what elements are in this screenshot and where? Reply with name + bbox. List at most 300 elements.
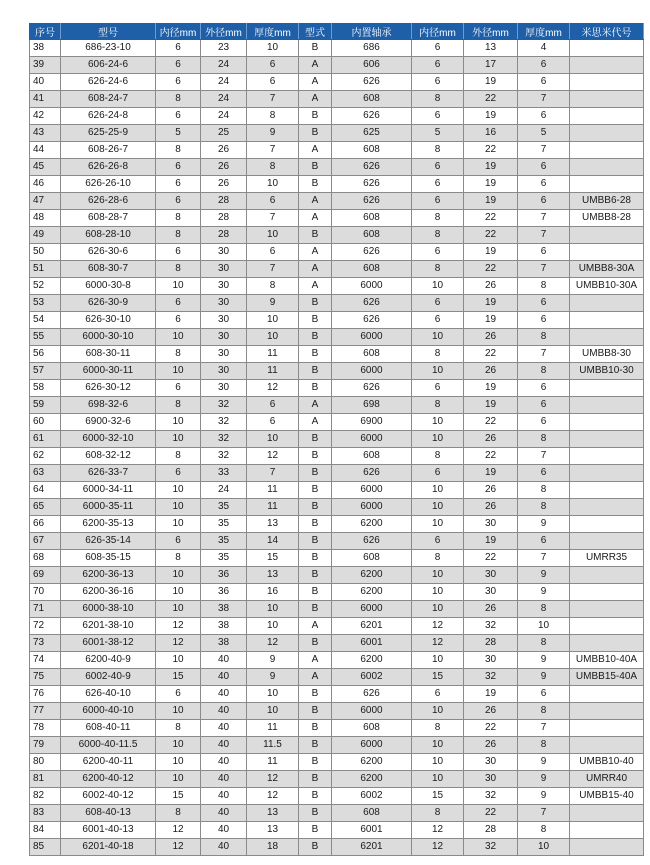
cell-bearing-inner-diameter: 8	[412, 142, 464, 159]
cell-model: 6000-30-11	[61, 363, 156, 380]
cell-outer-diameter: 38	[201, 635, 247, 652]
cell-index: 42	[30, 108, 61, 125]
cell-model: 698-32-6	[61, 397, 156, 414]
cell-thickness: 9	[247, 125, 299, 142]
table-row	[30, 40, 644, 57]
table-row	[30, 142, 644, 159]
cell-thickness: 10	[247, 227, 299, 244]
table-row	[30, 550, 644, 567]
cell-model: 6002-40-12	[61, 788, 156, 805]
cell-index: 62	[30, 448, 61, 465]
cell-model: 608-30-7	[61, 261, 156, 278]
cell-inner-diameter: 8	[156, 210, 201, 227]
cell-outer-diameter: 40	[201, 652, 247, 669]
cell-bearing-thickness: 8	[518, 822, 570, 839]
cell-bearing-thickness: 8	[518, 737, 570, 754]
header-built-in-bearing: 内置轴承	[332, 24, 412, 40]
cell-built-in-bearing: 6201	[332, 618, 412, 635]
cell-bearing-inner-diameter: 10	[412, 431, 464, 448]
cell-built-in-bearing: 6900	[332, 414, 412, 431]
table-row	[30, 618, 644, 635]
table-row	[30, 703, 644, 720]
cell-bearing-outer-diameter: 22	[464, 720, 518, 737]
cell-bearing-thickness: 6	[518, 176, 570, 193]
cell-outer-diameter: 30	[201, 244, 247, 261]
cell-inner-diameter: 8	[156, 805, 201, 822]
cell-inner-diameter: 8	[156, 720, 201, 737]
cell-model: 6201-38-10	[61, 618, 156, 635]
cell-misumi-code	[570, 176, 644, 193]
cell-outer-diameter: 30	[201, 295, 247, 312]
cell-thickness: 10	[247, 431, 299, 448]
cell-index: 73	[30, 635, 61, 652]
cell-type: B	[299, 499, 332, 516]
cell-bearing-outer-diameter: 32	[464, 669, 518, 686]
cell-type: B	[299, 533, 332, 550]
cell-type: B	[299, 516, 332, 533]
cell-inner-diameter: 8	[156, 550, 201, 567]
bearing-spec-table	[29, 23, 644, 856]
cell-inner-diameter: 8	[156, 397, 201, 414]
cell-model: 608-35-15	[61, 550, 156, 567]
cell-bearing-inner-diameter: 10	[412, 414, 464, 431]
cell-bearing-outer-diameter: 22	[464, 91, 518, 108]
cell-inner-diameter: 12	[156, 839, 201, 856]
cell-outer-diameter: 40	[201, 754, 247, 771]
cell-outer-diameter: 40	[201, 805, 247, 822]
cell-misumi-code	[570, 329, 644, 346]
cell-misumi-code: UMRR35	[570, 550, 644, 567]
cell-misumi-code	[570, 635, 644, 652]
cell-thickness: 11	[247, 346, 299, 363]
cell-type: B	[299, 839, 332, 856]
cell-bearing-thickness: 8	[518, 278, 570, 295]
cell-misumi-code	[570, 380, 644, 397]
table-row	[30, 652, 644, 669]
cell-thickness: 11	[247, 499, 299, 516]
cell-inner-diameter: 10	[156, 278, 201, 295]
cell-type: A	[299, 142, 332, 159]
cell-thickness: 14	[247, 533, 299, 550]
cell-misumi-code	[570, 57, 644, 74]
cell-bearing-thickness: 4	[518, 40, 570, 57]
cell-type: B	[299, 703, 332, 720]
cell-misumi-code	[570, 686, 644, 703]
cell-misumi-code	[570, 482, 644, 499]
cell-model: 626-30-10	[61, 312, 156, 329]
cell-bearing-thickness: 9	[518, 788, 570, 805]
cell-inner-diameter: 12	[156, 635, 201, 652]
cell-built-in-bearing: 626	[332, 686, 412, 703]
cell-inner-diameter: 6	[156, 686, 201, 703]
cell-bearing-outer-diameter: 26	[464, 363, 518, 380]
cell-bearing-inner-diameter: 10	[412, 584, 464, 601]
header-bearing-inner-diameter: 内径mm	[412, 24, 464, 40]
cell-inner-diameter: 6	[156, 465, 201, 482]
cell-inner-diameter: 10	[156, 584, 201, 601]
cell-model: 6200-40-9	[61, 652, 156, 669]
cell-bearing-thickness: 7	[518, 261, 570, 278]
cell-bearing-outer-diameter: 26	[464, 737, 518, 754]
table-row	[30, 533, 644, 550]
cell-bearing-inner-diameter: 6	[412, 244, 464, 261]
cell-bearing-thickness: 6	[518, 686, 570, 703]
cell-misumi-code	[570, 703, 644, 720]
cell-index: 50	[30, 244, 61, 261]
cell-misumi-code: UMBB8-30	[570, 346, 644, 363]
cell-bearing-thickness: 8	[518, 703, 570, 720]
cell-thickness: 6	[247, 397, 299, 414]
cell-bearing-outer-diameter: 17	[464, 57, 518, 74]
cell-outer-diameter: 40	[201, 771, 247, 788]
cell-inner-diameter: 10	[156, 567, 201, 584]
cell-index: 46	[30, 176, 61, 193]
cell-bearing-outer-diameter: 19	[464, 533, 518, 550]
cell-thickness: 6	[247, 244, 299, 261]
table-row	[30, 601, 644, 618]
cell-built-in-bearing: 6001	[332, 635, 412, 652]
cell-outer-diameter: 40	[201, 669, 247, 686]
cell-built-in-bearing: 6000	[332, 601, 412, 618]
cell-bearing-outer-diameter: 19	[464, 380, 518, 397]
cell-bearing-thickness: 7	[518, 210, 570, 227]
cell-bearing-inner-diameter: 6	[412, 686, 464, 703]
cell-misumi-code: UMBB10-30A	[570, 278, 644, 295]
cell-built-in-bearing: 6200	[332, 771, 412, 788]
cell-built-in-bearing: 6201	[332, 839, 412, 856]
table-row	[30, 159, 644, 176]
cell-inner-diameter: 10	[156, 703, 201, 720]
cell-model: 686-23-10	[61, 40, 156, 57]
cell-type: B	[299, 550, 332, 567]
cell-bearing-inner-diameter: 10	[412, 363, 464, 380]
cell-misumi-code: UMBB10-40A	[570, 652, 644, 669]
cell-outer-diameter: 28	[201, 210, 247, 227]
cell-bearing-inner-diameter: 10	[412, 278, 464, 295]
cell-bearing-inner-diameter: 5	[412, 125, 464, 142]
cell-built-in-bearing: 626	[332, 465, 412, 482]
cell-inner-diameter: 6	[156, 108, 201, 125]
cell-bearing-inner-diameter: 10	[412, 516, 464, 533]
cell-bearing-outer-diameter: 22	[464, 448, 518, 465]
cell-type: B	[299, 635, 332, 652]
cell-index: 82	[30, 788, 61, 805]
cell-type: A	[299, 669, 332, 686]
cell-type: B	[299, 363, 332, 380]
cell-bearing-thickness: 8	[518, 482, 570, 499]
cell-thickness: 6	[247, 74, 299, 91]
cell-bearing-inner-diameter: 8	[412, 261, 464, 278]
cell-type: B	[299, 822, 332, 839]
cell-model: 6002-40-9	[61, 669, 156, 686]
cell-built-in-bearing: 626	[332, 295, 412, 312]
cell-outer-diameter: 35	[201, 533, 247, 550]
table-row	[30, 397, 644, 414]
cell-type: A	[299, 244, 332, 261]
cell-index: 83	[30, 805, 61, 822]
cell-thickness: 12	[247, 788, 299, 805]
cell-bearing-inner-diameter: 12	[412, 635, 464, 652]
cell-outer-diameter: 32	[201, 431, 247, 448]
cell-bearing-inner-diameter: 6	[412, 465, 464, 482]
cell-inner-diameter: 10	[156, 363, 201, 380]
cell-misumi-code	[570, 142, 644, 159]
cell-index: 52	[30, 278, 61, 295]
cell-model: 626-30-9	[61, 295, 156, 312]
cell-misumi-code	[570, 108, 644, 125]
cell-built-in-bearing: 625	[332, 125, 412, 142]
cell-misumi-code	[570, 805, 644, 822]
cell-model: 608-40-13	[61, 805, 156, 822]
cell-outer-diameter: 36	[201, 567, 247, 584]
cell-inner-diameter: 10	[156, 601, 201, 618]
cell-built-in-bearing: 608	[332, 142, 412, 159]
cell-thickness: 12	[247, 771, 299, 788]
cell-bearing-outer-diameter: 22	[464, 261, 518, 278]
cell-misumi-code	[570, 601, 644, 618]
cell-outer-diameter: 30	[201, 312, 247, 329]
cell-inner-diameter: 12	[156, 618, 201, 635]
cell-built-in-bearing: 6200	[332, 516, 412, 533]
cell-built-in-bearing: 608	[332, 805, 412, 822]
cell-inner-diameter: 6	[156, 312, 201, 329]
cell-misumi-code	[570, 737, 644, 754]
cell-thickness: 10	[247, 312, 299, 329]
cell-index: 59	[30, 397, 61, 414]
cell-outer-diameter: 23	[201, 40, 247, 57]
cell-bearing-inner-diameter: 12	[412, 822, 464, 839]
cell-bearing-inner-diameter: 10	[412, 754, 464, 771]
cell-type: B	[299, 805, 332, 822]
cell-misumi-code	[570, 312, 644, 329]
cell-bearing-thickness: 6	[518, 159, 570, 176]
cell-outer-diameter: 30	[201, 346, 247, 363]
table-row	[30, 329, 644, 346]
table-row	[30, 227, 644, 244]
cell-bearing-inner-diameter: 8	[412, 210, 464, 227]
cell-inner-diameter: 6	[156, 193, 201, 210]
cell-thickness: 8	[247, 159, 299, 176]
cell-thickness: 6	[247, 193, 299, 210]
cell-bearing-thickness: 10	[518, 618, 570, 635]
cell-bearing-inner-diameter: 12	[412, 839, 464, 856]
cell-bearing-inner-diameter: 6	[412, 57, 464, 74]
table-row	[30, 278, 644, 295]
cell-bearing-outer-diameter: 13	[464, 40, 518, 57]
cell-thickness: 11	[247, 754, 299, 771]
cell-bearing-outer-diameter: 19	[464, 193, 518, 210]
cell-inner-diameter: 10	[156, 652, 201, 669]
cell-model: 6000-35-11	[61, 499, 156, 516]
cell-outer-diameter: 26	[201, 176, 247, 193]
cell-type: B	[299, 720, 332, 737]
cell-inner-diameter: 6	[156, 295, 201, 312]
cell-bearing-outer-diameter: 19	[464, 244, 518, 261]
cell-thickness: 12	[247, 380, 299, 397]
cell-model: 6900-32-6	[61, 414, 156, 431]
cell-misumi-code: UMBB8-28	[570, 210, 644, 227]
cell-index: 79	[30, 737, 61, 754]
cell-bearing-thickness: 7	[518, 550, 570, 567]
cell-inner-diameter: 15	[156, 669, 201, 686]
cell-bearing-outer-diameter: 30	[464, 516, 518, 533]
cell-bearing-inner-diameter: 8	[412, 550, 464, 567]
table-row	[30, 805, 644, 822]
cell-outer-diameter: 30	[201, 261, 247, 278]
cell-bearing-outer-diameter: 19	[464, 108, 518, 125]
cell-index: 45	[30, 159, 61, 176]
cell-index: 68	[30, 550, 61, 567]
cell-bearing-outer-diameter: 19	[464, 295, 518, 312]
cell-built-in-bearing: 608	[332, 720, 412, 737]
cell-bearing-inner-diameter: 15	[412, 788, 464, 805]
table-row	[30, 261, 644, 278]
cell-thickness: 13	[247, 805, 299, 822]
cell-model: 626-28-6	[61, 193, 156, 210]
cell-bearing-outer-diameter: 19	[464, 465, 518, 482]
cell-built-in-bearing: 626	[332, 193, 412, 210]
cell-bearing-thickness: 6	[518, 414, 570, 431]
cell-thickness: 10	[247, 703, 299, 720]
cell-bearing-thickness: 6	[518, 57, 570, 74]
table-row	[30, 669, 644, 686]
cell-built-in-bearing: 6200	[332, 652, 412, 669]
cell-model: 626-24-6	[61, 74, 156, 91]
cell-inner-diameter: 6	[156, 533, 201, 550]
cell-built-in-bearing: 686	[332, 40, 412, 57]
cell-index: 60	[30, 414, 61, 431]
cell-misumi-code: UMBB15-40A	[570, 669, 644, 686]
cell-type: B	[299, 754, 332, 771]
cell-outer-diameter: 26	[201, 142, 247, 159]
cell-bearing-inner-diameter: 10	[412, 482, 464, 499]
cell-bearing-inner-diameter: 6	[412, 193, 464, 210]
cell-type: B	[299, 40, 332, 57]
table-row	[30, 312, 644, 329]
cell-index: 38	[30, 40, 61, 57]
cell-type: B	[299, 380, 332, 397]
cell-built-in-bearing: 626	[332, 176, 412, 193]
cell-bearing-outer-diameter: 22	[464, 550, 518, 567]
cell-bearing-thickness: 6	[518, 108, 570, 125]
cell-model: 608-24-7	[61, 91, 156, 108]
cell-bearing-outer-diameter: 32	[464, 839, 518, 856]
cell-bearing-inner-diameter: 6	[412, 40, 464, 57]
cell-model: 626-35-14	[61, 533, 156, 550]
cell-index: 48	[30, 210, 61, 227]
cell-bearing-outer-diameter: 16	[464, 125, 518, 142]
cell-index: 74	[30, 652, 61, 669]
cell-misumi-code	[570, 91, 644, 108]
cell-outer-diameter: 38	[201, 601, 247, 618]
cell-thickness: 13	[247, 516, 299, 533]
cell-misumi-code	[570, 839, 644, 856]
cell-misumi-code: UMBB6-28	[570, 193, 644, 210]
cell-built-in-bearing: 608	[332, 261, 412, 278]
cell-thickness: 9	[247, 295, 299, 312]
cell-built-in-bearing: 608	[332, 550, 412, 567]
cell-built-in-bearing: 6000	[332, 737, 412, 754]
cell-model: 608-28-10	[61, 227, 156, 244]
cell-type: B	[299, 771, 332, 788]
cell-index: 78	[30, 720, 61, 737]
cell-model: 6001-38-12	[61, 635, 156, 652]
cell-bearing-outer-diameter: 26	[464, 431, 518, 448]
cell-built-in-bearing: 608	[332, 227, 412, 244]
cell-built-in-bearing: 626	[332, 312, 412, 329]
cell-model: 625-25-9	[61, 125, 156, 142]
cell-misumi-code	[570, 448, 644, 465]
cell-misumi-code	[570, 431, 644, 448]
cell-type: B	[299, 227, 332, 244]
cell-misumi-code	[570, 414, 644, 431]
cell-outer-diameter: 30	[201, 380, 247, 397]
cell-bearing-outer-diameter: 22	[464, 142, 518, 159]
table-row	[30, 414, 644, 431]
cell-bearing-inner-diameter: 12	[412, 618, 464, 635]
cell-outer-diameter: 24	[201, 57, 247, 74]
cell-built-in-bearing: 6001	[332, 822, 412, 839]
cell-outer-diameter: 40	[201, 839, 247, 856]
cell-built-in-bearing: 626	[332, 74, 412, 91]
cell-index: 40	[30, 74, 61, 91]
cell-index: 64	[30, 482, 61, 499]
header-thickness: 厚度mm	[247, 24, 299, 40]
cell-outer-diameter: 25	[201, 125, 247, 142]
cell-built-in-bearing: 6000	[332, 703, 412, 720]
table-row	[30, 737, 644, 754]
cell-outer-diameter: 24	[201, 91, 247, 108]
cell-type: B	[299, 465, 332, 482]
cell-index: 61	[30, 431, 61, 448]
cell-built-in-bearing: 626	[332, 244, 412, 261]
cell-thickness: 13	[247, 567, 299, 584]
cell-misumi-code	[570, 295, 644, 312]
table-row	[30, 720, 644, 737]
table-row	[30, 771, 644, 788]
cell-built-in-bearing: 6200	[332, 567, 412, 584]
cell-inner-diameter: 6	[156, 40, 201, 57]
cell-thickness: 13	[247, 822, 299, 839]
cell-built-in-bearing: 6000	[332, 363, 412, 380]
cell-bearing-inner-diameter: 10	[412, 567, 464, 584]
cell-bearing-thickness: 8	[518, 601, 570, 618]
cell-model: 6200-36-13	[61, 567, 156, 584]
cell-bearing-outer-diameter: 30	[464, 567, 518, 584]
cell-bearing-outer-diameter: 26	[464, 278, 518, 295]
cell-bearing-thickness: 6	[518, 244, 570, 261]
cell-type: A	[299, 193, 332, 210]
cell-misumi-code	[570, 516, 644, 533]
cell-type: B	[299, 125, 332, 142]
cell-bearing-inner-diameter: 6	[412, 159, 464, 176]
cell-index: 66	[30, 516, 61, 533]
cell-thickness: 11	[247, 363, 299, 380]
cell-bearing-thickness: 7	[518, 720, 570, 737]
cell-index: 77	[30, 703, 61, 720]
cell-bearing-outer-diameter: 30	[464, 754, 518, 771]
cell-model: 6200-35-13	[61, 516, 156, 533]
cell-model: 6201-40-18	[61, 839, 156, 856]
cell-bearing-inner-diameter: 8	[412, 805, 464, 822]
cell-thickness: 11	[247, 720, 299, 737]
cell-inner-diameter: 10	[156, 771, 201, 788]
cell-misumi-code	[570, 533, 644, 550]
cell-bearing-inner-diameter: 8	[412, 346, 464, 363]
cell-misumi-code	[570, 720, 644, 737]
table-row	[30, 754, 644, 771]
cell-type: A	[299, 261, 332, 278]
